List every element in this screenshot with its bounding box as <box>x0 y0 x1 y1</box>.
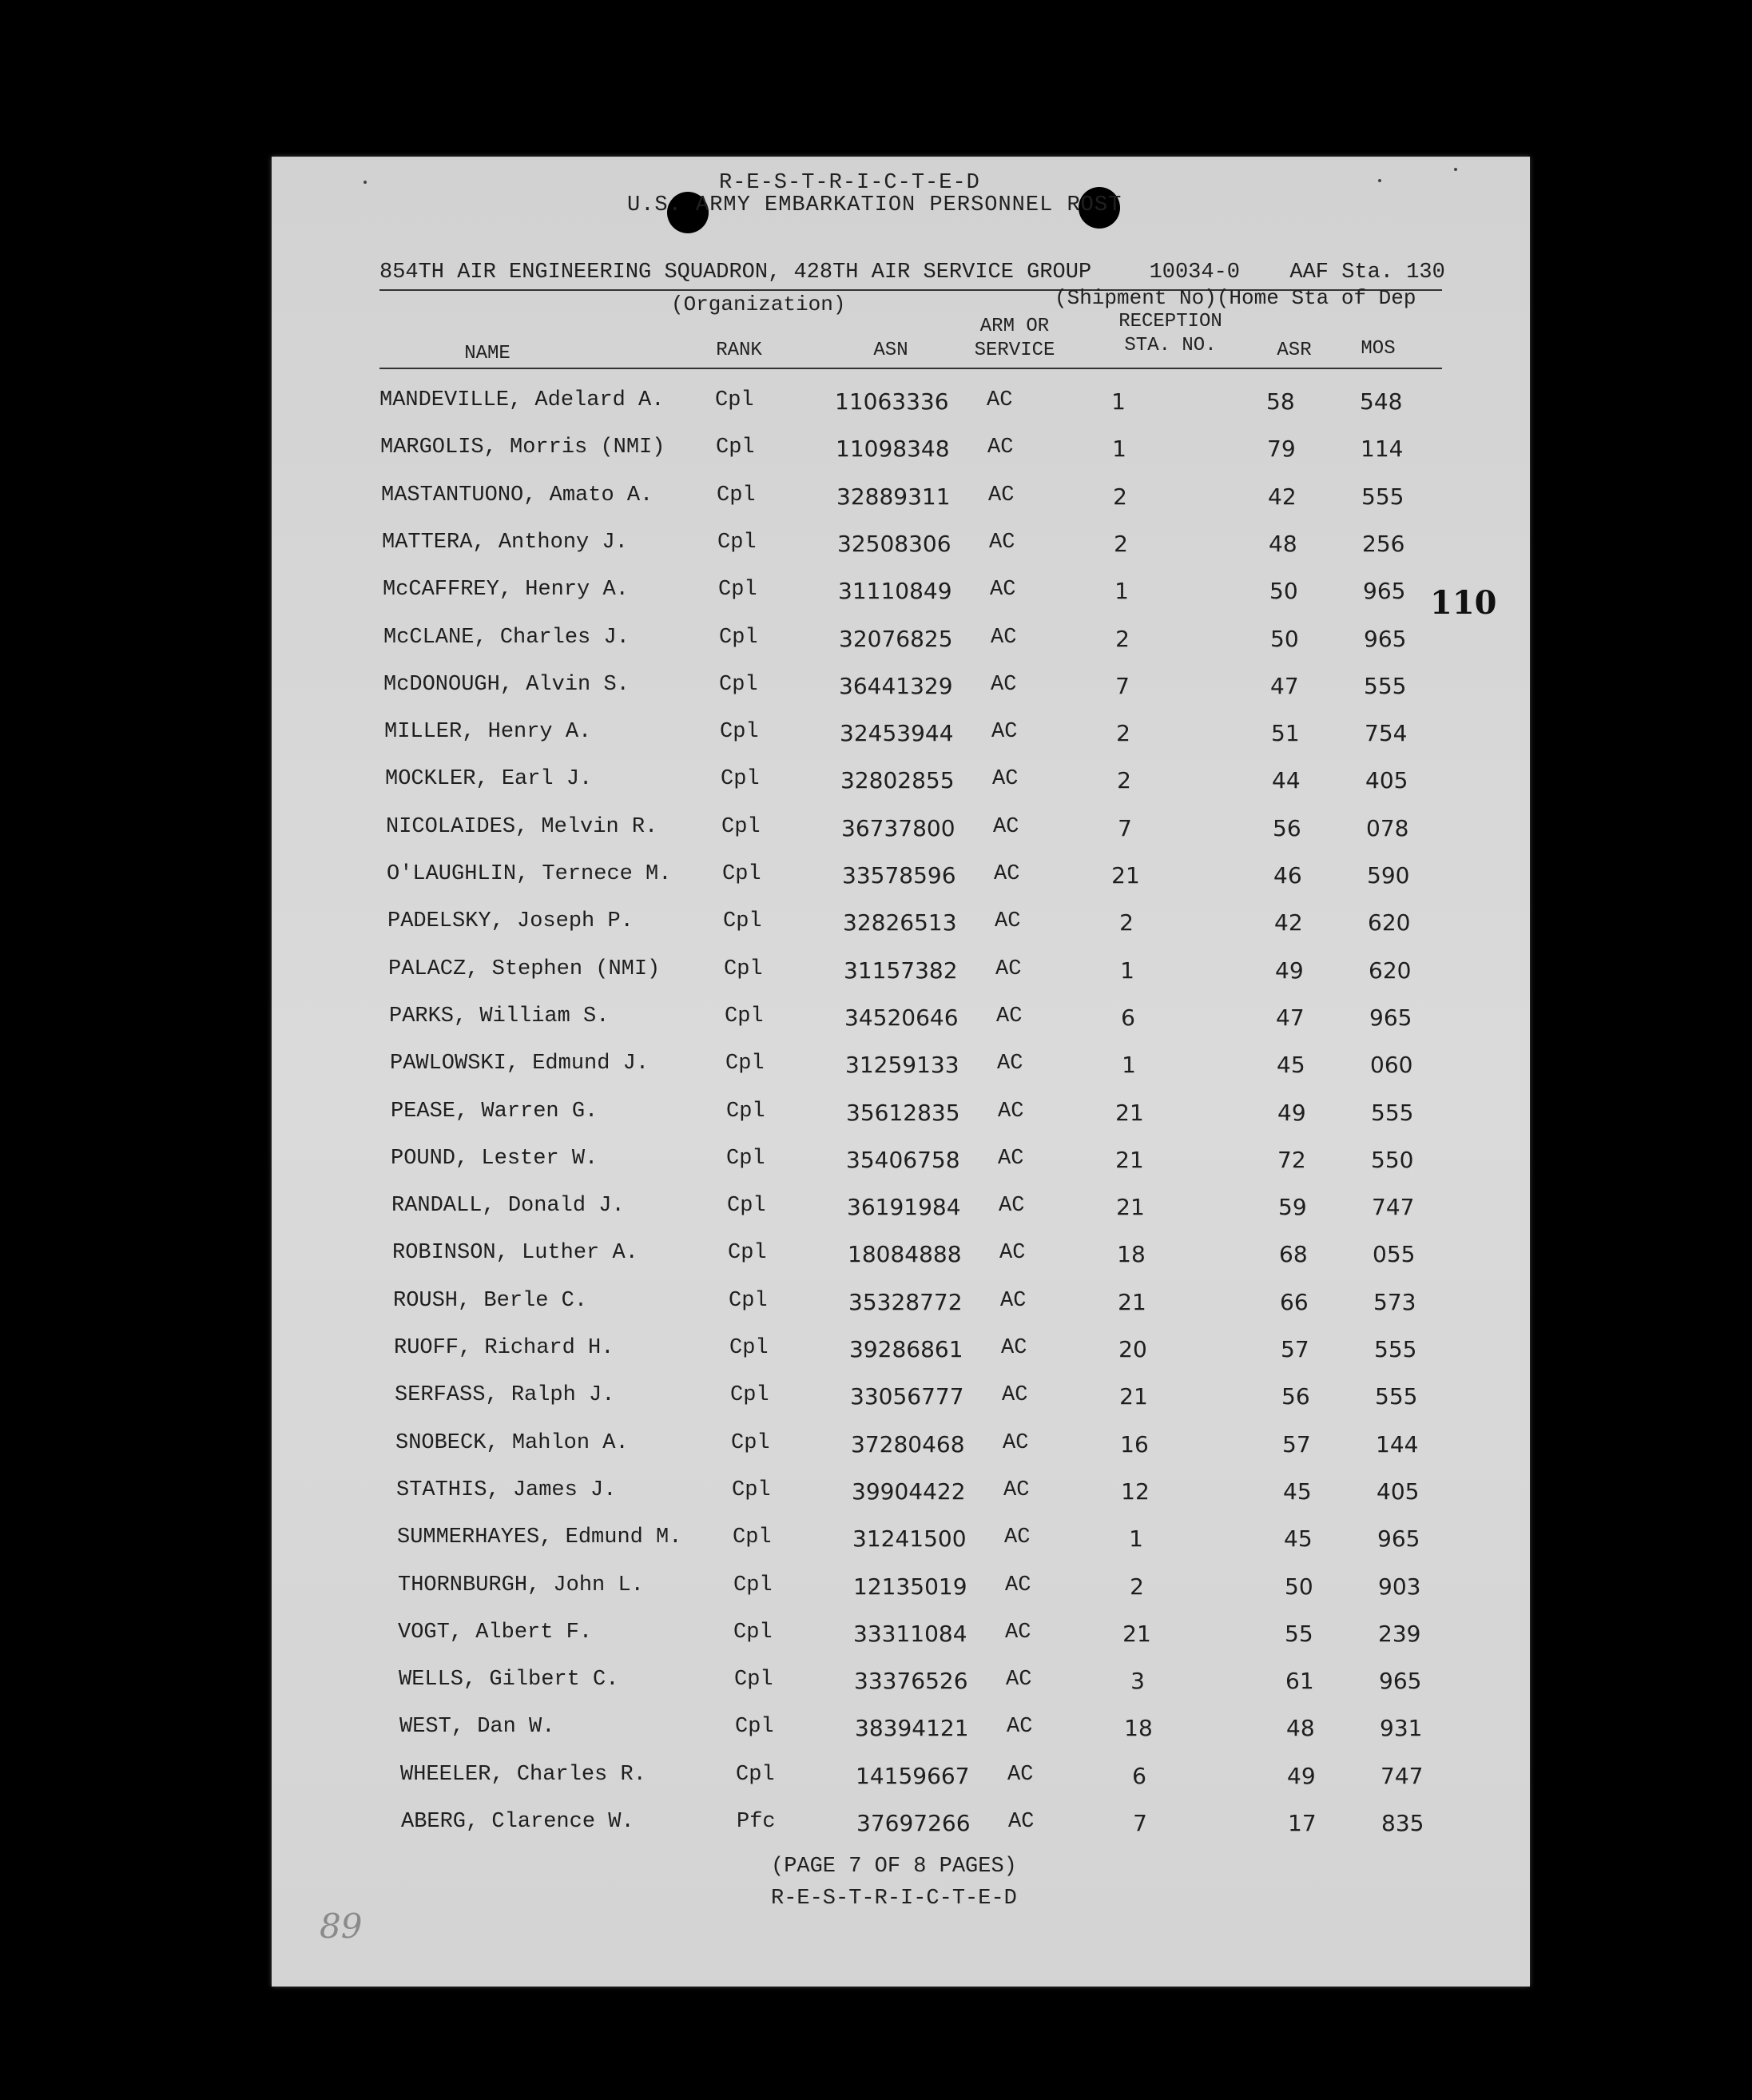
cell-arm: AC <box>1006 1668 1032 1692</box>
cell-reception-station: 1 <box>1120 957 1134 984</box>
table-row <box>272 578 1530 618</box>
cell-asr: 45 <box>1284 1525 1313 1553</box>
page-stamp-number: 110 <box>1430 584 1497 622</box>
cell-asn: 32508306 <box>837 530 951 557</box>
cell-rank: Cpl <box>717 530 757 555</box>
cell-asn: 31157382 <box>844 957 958 984</box>
cell-name: McCAFFREY, Henry A. <box>383 578 629 603</box>
cell-asr: 42 <box>1274 909 1303 937</box>
cell-reception-station: 6 <box>1132 1762 1146 1789</box>
cell-asn: 32453944 <box>840 720 954 747</box>
cell-name: SERFASS, Ralph J. <box>395 1383 615 1408</box>
cell-name: THORNBURGH, John L. <box>398 1573 644 1597</box>
column-header-arm-or-service: ARM OR SERVICE <box>974 316 1055 361</box>
organization-line <box>379 261 1445 284</box>
cell-mos: 573 <box>1373 1288 1416 1315</box>
column-header-rank: RANK <box>716 340 762 361</box>
cell-reception-station: 1 <box>1114 578 1129 605</box>
table-row <box>272 1241 1530 1281</box>
cell-rank: Cpl <box>729 1288 768 1313</box>
cell-reception-station: 21 <box>1122 1620 1151 1647</box>
cell-asn: 37280468 <box>851 1430 965 1458</box>
cell-asn: 33056777 <box>850 1383 964 1410</box>
table-row <box>272 1763 1530 1803</box>
cell-name: PALACZ, Stephen (NMI) <box>388 957 661 981</box>
cell-mos: 903 <box>1378 1573 1421 1600</box>
cell-asr: 45 <box>1283 1478 1312 1505</box>
cell-asr: 68 <box>1279 1241 1308 1268</box>
table-row <box>272 1194 1530 1234</box>
cell-asr: 50 <box>1285 1573 1313 1600</box>
table-row <box>272 1810 1530 1850</box>
cell-reception-station: 1 <box>1122 1052 1136 1079</box>
cell-mos: 965 <box>1369 1004 1412 1031</box>
cell-reception-station: 2 <box>1119 909 1134 937</box>
table-row <box>272 1431 1530 1471</box>
cell-arm: AC <box>1002 1383 1028 1408</box>
cell-reception-station: 21 <box>1115 1099 1144 1126</box>
cell-name: MARGOLIS, Morris (NMI) <box>380 436 665 460</box>
table-row <box>272 1147 1530 1187</box>
cell-asn: 37697266 <box>856 1810 971 1836</box>
table-row <box>272 1289 1530 1329</box>
cell-mos: 144 <box>1376 1430 1419 1458</box>
table-row <box>272 1668 1530 1708</box>
cell-asr: 47 <box>1270 672 1299 699</box>
table-row <box>272 1100 1530 1139</box>
cell-arm: AC <box>993 814 1019 839</box>
cell-asr: 44 <box>1272 767 1301 794</box>
cell-asr: 46 <box>1273 862 1302 889</box>
cell-reception-station: 21 <box>1111 862 1140 889</box>
cell-asn: 35406758 <box>846 1146 960 1173</box>
table-row <box>272 909 1530 949</box>
cell-asn: 34520646 <box>844 1004 959 1031</box>
cell-reception-station: 20 <box>1118 1336 1147 1362</box>
cell-reception-station: 1 <box>1111 388 1126 415</box>
table-row <box>272 483 1530 523</box>
cell-rank: Cpl <box>721 767 760 792</box>
cell-asn: 33311084 <box>853 1620 967 1647</box>
cell-name: PEASE, Warren G. <box>391 1099 598 1124</box>
cell-rank: Cpl <box>736 1762 775 1787</box>
cell-mos: 747 <box>1372 1194 1415 1221</box>
cell-reception-station: 7 <box>1133 1810 1147 1836</box>
cell-name: PADELSKY, Joseph P. <box>387 909 634 934</box>
cell-arm: AC <box>991 720 1018 745</box>
cell-rank: Cpl <box>719 672 758 697</box>
cell-reception-station: 21 <box>1115 1146 1144 1173</box>
cell-rank: Cpl <box>725 1052 765 1076</box>
cell-arm: AC <box>987 388 1013 412</box>
cell-asn: 36191984 <box>847 1194 961 1221</box>
document-title: U.S. ARMY EMBARKATION PERSONNEL ROST <box>627 193 1122 217</box>
cell-name: ABERG, Clarence W. <box>401 1810 634 1834</box>
header-rule <box>379 368 1442 369</box>
cell-reception-station: 2 <box>1130 1573 1144 1600</box>
cell-asn: 39904422 <box>852 1478 966 1505</box>
cell-rank: Cpl <box>719 625 758 650</box>
cell-mos: 405 <box>1377 1478 1420 1505</box>
cell-name: ROUSH, Berle C. <box>393 1288 588 1313</box>
cell-mos: 835 <box>1381 1810 1424 1836</box>
cell-name: O'LAUGHLIN, Ternece M. <box>387 862 672 886</box>
cell-mos: 965 <box>1364 625 1407 652</box>
organization-name: 854TH AIR ENGINEERING SQUADRON, 428TH AIR SERVICE GROUP <box>379 261 1092 284</box>
column-header-mos: MOS <box>1361 338 1396 360</box>
cell-mos: 965 <box>1379 1668 1422 1695</box>
cell-rank: Cpl <box>724 957 763 981</box>
cell-rank: Cpl <box>727 1194 766 1219</box>
handwritten-note: 89 <box>320 1907 363 1946</box>
cell-rank: Cpl <box>723 909 762 934</box>
cell-arm: AC <box>1007 1762 1034 1787</box>
cell-asr: 49 <box>1277 1099 1306 1126</box>
cell-reception-station: 21 <box>1119 1383 1148 1410</box>
classification-header: R-E-S-T-R-I-C-T-E-D <box>719 171 980 195</box>
cell-reception-station: 7 <box>1115 672 1130 699</box>
cell-arm: AC <box>989 530 1015 555</box>
cell-reception-station: 16 <box>1120 1430 1149 1458</box>
cell-rank: Cpl <box>726 1146 765 1171</box>
cell-name: MASTANTUONO, Amato A. <box>381 483 654 507</box>
cell-asn: 32076825 <box>839 625 953 652</box>
cell-arm: AC <box>1001 1336 1027 1360</box>
cell-name: WHEELER, Charles R. <box>400 1762 646 1787</box>
cell-reception-station: 3 <box>1130 1668 1145 1695</box>
table-row <box>272 626 1530 666</box>
cell-arm: AC <box>1003 1478 1030 1502</box>
cell-asr: 42 <box>1268 483 1297 510</box>
document-page <box>272 157 1530 1987</box>
cell-name: SNOBECK, Mahlon A. <box>395 1430 629 1455</box>
cell-reception-station: 2 <box>1113 483 1127 510</box>
cell-rank: Cpl <box>730 1383 769 1408</box>
cell-arm: AC <box>994 862 1020 886</box>
cell-asr: 48 <box>1286 1715 1315 1742</box>
cell-asn: 31110849 <box>838 578 952 605</box>
cell-name: VOGT, Albert F. <box>398 1620 593 1645</box>
cell-mos: 620 <box>1369 957 1412 984</box>
table-row <box>272 436 1530 475</box>
cell-reception-station: 18 <box>1124 1715 1153 1742</box>
cell-asr: 56 <box>1273 814 1301 841</box>
table-row <box>272 1383 1530 1423</box>
cell-name: NICOLAIDES, Melvin R. <box>386 814 658 839</box>
table-row <box>272 388 1530 428</box>
cell-asn: 33376526 <box>854 1668 968 1695</box>
cell-mos: 965 <box>1363 578 1406 605</box>
cell-asr: 59 <box>1278 1194 1307 1221</box>
cell-asn: 36441329 <box>839 672 953 699</box>
cell-mos: 055 <box>1373 1241 1416 1268</box>
cell-mos: 747 <box>1381 1762 1424 1789</box>
cell-reception-station: 6 <box>1121 1004 1135 1031</box>
table-row <box>272 1715 1530 1755</box>
cell-reception-station: 2 <box>1115 625 1130 652</box>
cell-asn: 14159667 <box>856 1762 970 1789</box>
cell-asn: 32802855 <box>840 767 955 794</box>
cell-reception-station: 21 <box>1118 1288 1146 1315</box>
cell-asn: 12135019 <box>853 1573 967 1600</box>
cell-asn: 11063336 <box>835 388 949 415</box>
cell-arm: AC <box>1000 1288 1027 1313</box>
cell-reception-station: 1 <box>1129 1525 1143 1553</box>
organization-label: (Organization) <box>671 292 846 316</box>
cell-mos: 548 <box>1360 388 1403 415</box>
cell-reception-station: 12 <box>1121 1478 1150 1505</box>
cell-asn: 31241500 <box>852 1525 967 1553</box>
table-row <box>272 673 1530 713</box>
table-row <box>272 815 1530 855</box>
cell-mos: 550 <box>1371 1146 1414 1173</box>
cell-arm: AC <box>998 1099 1024 1124</box>
cell-name: McCLANE, Charles J. <box>383 625 630 650</box>
cell-arm: AC <box>990 578 1016 603</box>
cell-name: WELLS, Gilbert C. <box>399 1668 619 1692</box>
cell-asr: 49 <box>1287 1762 1316 1789</box>
cell-reception-station: 2 <box>1114 530 1128 557</box>
cell-rank: Cpl <box>718 578 757 603</box>
cell-rank: Cpl <box>728 1241 767 1266</box>
cell-asr: 57 <box>1282 1430 1311 1458</box>
cell-arm: AC <box>999 1194 1025 1219</box>
cell-rank: Pfc <box>737 1810 776 1834</box>
cell-arm: AC <box>1003 1430 1029 1455</box>
cell-mos: 060 <box>1370 1052 1413 1079</box>
cell-arm: AC <box>995 957 1022 981</box>
cell-arm: AC <box>1007 1715 1033 1740</box>
cell-name: STATHIS, James J. <box>396 1478 617 1502</box>
cell-asr: 17 <box>1288 1810 1317 1836</box>
cell-asn: 32826513 <box>843 909 957 937</box>
cell-mos: 931 <box>1380 1715 1423 1742</box>
cell-asr: 48 <box>1269 530 1297 557</box>
cell-arm: AC <box>1005 1620 1031 1645</box>
cell-asr: 61 <box>1285 1668 1314 1695</box>
column-header-asn: ASN <box>873 340 908 361</box>
cell-asr: 47 <box>1276 1004 1305 1031</box>
speck <box>364 181 367 184</box>
cell-arm: AC <box>1005 1573 1031 1597</box>
cell-arm: AC <box>1008 1810 1035 1834</box>
cell-asr: 50 <box>1270 625 1299 652</box>
column-header-reception-sta-no: RECEPTION STA. NO. <box>1118 311 1222 356</box>
cell-name: WEST, Dan W. <box>399 1715 555 1740</box>
cell-asr: 57 <box>1281 1336 1309 1362</box>
cell-name: ROBINSON, Luther A. <box>392 1241 638 1266</box>
table-row <box>272 720 1530 760</box>
cell-asr: 45 <box>1277 1052 1305 1079</box>
cell-mos: 239 <box>1378 1620 1421 1647</box>
table-row <box>272 1336 1530 1376</box>
table-row <box>272 862 1530 902</box>
table-row <box>272 957 1530 997</box>
cell-arm: AC <box>991 625 1017 650</box>
cell-reception-station: 21 <box>1116 1194 1145 1221</box>
cell-mos: 754 <box>1365 720 1408 747</box>
cell-rank: Cpl <box>735 1715 774 1740</box>
cell-asn: 18084888 <box>848 1241 962 1268</box>
cell-name: PARKS, William S. <box>389 1004 610 1028</box>
cell-arm: AC <box>992 767 1019 792</box>
cell-asn: 36737800 <box>841 814 955 841</box>
cell-asr: 50 <box>1269 578 1298 605</box>
cell-rank: Cpl <box>733 1620 773 1645</box>
home-station: AAF Sta. 130 <box>1289 261 1445 284</box>
cell-rank: Cpl <box>716 436 755 460</box>
cell-mos: 555 <box>1375 1383 1418 1410</box>
cell-asn: 11098348 <box>836 436 950 463</box>
cell-rank: Cpl <box>725 1004 764 1028</box>
cell-rank: Cpl <box>734 1668 773 1692</box>
speck <box>1378 179 1381 182</box>
cell-rank: Cpl <box>733 1525 772 1550</box>
cell-rank: Cpl <box>720 720 759 745</box>
cell-mos: 256 <box>1362 530 1405 557</box>
cell-asn: 31259133 <box>845 1052 959 1079</box>
cell-rank: Cpl <box>731 1430 770 1455</box>
cell-reception-station: 18 <box>1117 1241 1146 1268</box>
cell-rank: Cpl <box>732 1478 771 1502</box>
cell-asr: 51 <box>1271 720 1300 747</box>
cell-mos: 555 <box>1374 1336 1417 1362</box>
cell-asn: 32889311 <box>836 483 951 510</box>
cell-name: RUOFF, Richard H. <box>394 1336 614 1360</box>
cell-mos: 620 <box>1368 909 1411 937</box>
classification-footer: R-E-S-T-R-I-C-T-E-D <box>771 1887 1017 1911</box>
cell-rank: Cpl <box>733 1573 773 1597</box>
cell-rank: Cpl <box>722 862 761 886</box>
table-row <box>272 1525 1530 1565</box>
shipment-number: 10034-0 <box>1149 261 1240 284</box>
cell-asn: 38394121 <box>855 1715 969 1742</box>
cell-name: RANDALL, Donald J. <box>391 1194 625 1219</box>
cell-asr: 58 <box>1266 388 1295 415</box>
speck <box>1454 168 1457 171</box>
cell-asr: 72 <box>1277 1146 1306 1173</box>
cell-mos: 590 <box>1367 862 1410 889</box>
cell-arm: AC <box>995 909 1021 934</box>
page-count: (PAGE 7 OF 8 PAGES) <box>771 1855 1017 1879</box>
cell-mos: 555 <box>1371 1099 1414 1126</box>
table-row <box>272 1004 1530 1044</box>
cell-asr: 79 <box>1267 436 1296 463</box>
cell-mos: 078 <box>1366 814 1409 841</box>
cell-mos: 965 <box>1377 1525 1420 1553</box>
cell-reception-station: 2 <box>1116 720 1130 747</box>
cell-reception-station: 2 <box>1117 767 1131 794</box>
cell-mos: 555 <box>1364 672 1407 699</box>
cell-mos: 114 <box>1361 436 1404 463</box>
table-row <box>272 531 1530 571</box>
cell-arm: AC <box>987 436 1014 460</box>
table-row <box>272 1478 1530 1518</box>
cell-name: MANDEVILLE, Adelard A. <box>379 388 665 412</box>
cell-name: POUND, Lester W. <box>391 1146 598 1171</box>
cell-arm: AC <box>996 1004 1023 1028</box>
cell-arm: AC <box>1004 1525 1031 1550</box>
cell-asr: 56 <box>1281 1383 1310 1410</box>
cell-rank: Cpl <box>715 388 754 412</box>
cell-name: McDONOUGH, Alvin S. <box>383 672 630 697</box>
cell-mos: 555 <box>1361 483 1404 510</box>
table-row <box>272 767 1530 807</box>
cell-arm: AC <box>999 1241 1026 1266</box>
cell-name: MILLER, Henry A. <box>384 720 592 745</box>
cell-asr: 66 <box>1280 1288 1309 1315</box>
cell-reception-station: 7 <box>1118 814 1132 841</box>
cell-arm: AC <box>997 1052 1023 1076</box>
table-row <box>272 1621 1530 1661</box>
column-header-name: NAME <box>464 343 511 364</box>
cell-asn: 39286861 <box>849 1336 963 1362</box>
table-row <box>272 1573 1530 1613</box>
cell-asr: 49 <box>1275 957 1304 984</box>
table-row <box>272 1052 1530 1092</box>
cell-asn: 35328772 <box>848 1288 963 1315</box>
cell-asn: 35612835 <box>846 1099 960 1126</box>
cell-name: PAWLOWSKI, Edmund J. <box>390 1052 650 1076</box>
cell-name: MATTERA, Anthony J. <box>382 530 628 555</box>
shipment-label: (Shipment No)(Home Sta of Dep <box>1055 286 1416 310</box>
cell-reception-station: 1 <box>1112 436 1126 463</box>
cell-rank: Cpl <box>729 1336 769 1360</box>
cell-rank: Cpl <box>717 483 756 507</box>
cell-name: MOCKLER, Earl J. <box>385 767 593 792</box>
cell-arm: AC <box>998 1146 1024 1171</box>
cell-mos: 405 <box>1365 767 1408 794</box>
cell-rank: Cpl <box>726 1099 765 1124</box>
cell-arm: AC <box>991 672 1017 697</box>
cell-arm: AC <box>988 483 1015 507</box>
column-header-asr: ASR <box>1277 340 1312 361</box>
cell-asn: 33578596 <box>842 862 956 889</box>
cell-rank: Cpl <box>721 814 761 839</box>
cell-name: SUMMERHAYES, Edmund M. <box>397 1525 682 1550</box>
cell-asr: 55 <box>1285 1620 1313 1647</box>
